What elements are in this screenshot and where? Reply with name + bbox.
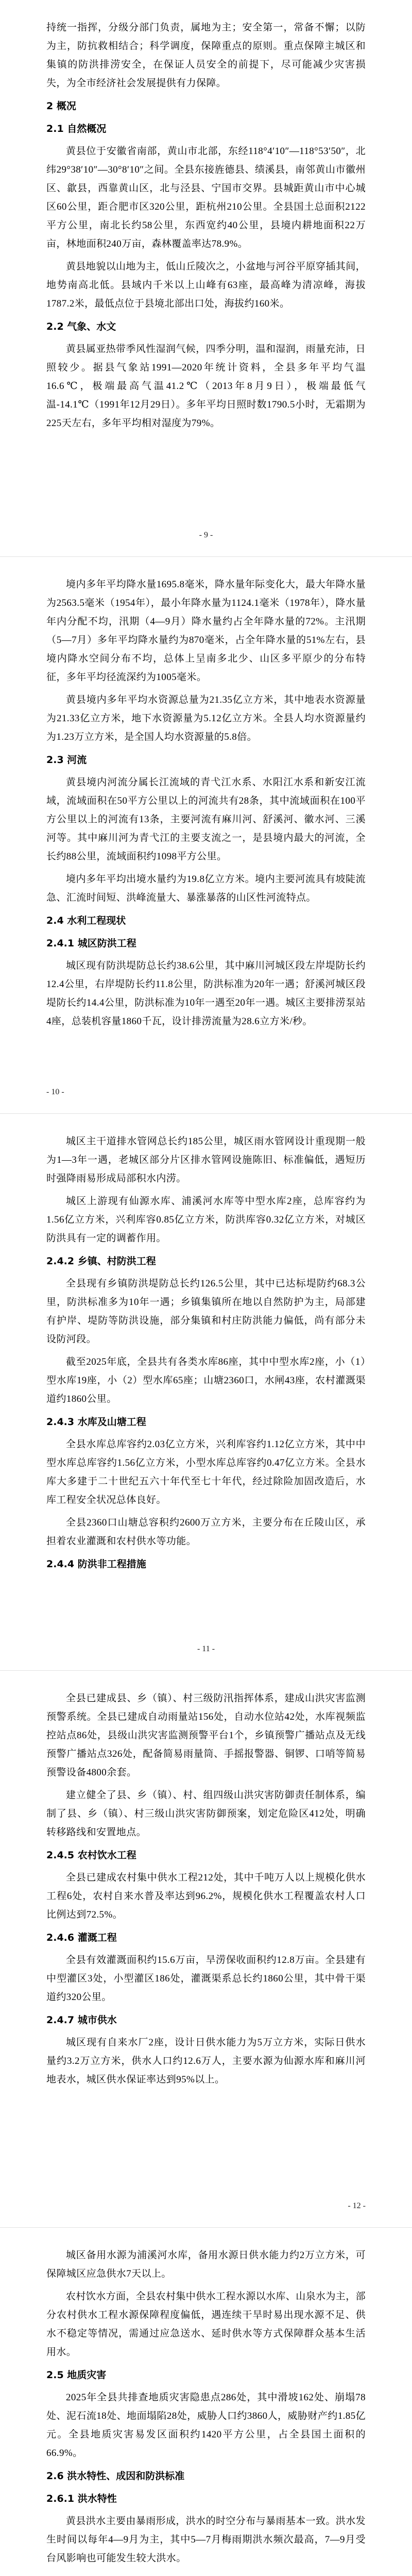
page [0,557,412,1113]
page-number: - 10 - [46,1088,64,1096]
paragraph: 黄县地貌以山地为主，低山丘陵次之，小盆地与河谷平原穿插其间，地势南高北低。县域内千米以上山峰有63座，最高峰为清凉峰，海拔1787.2米，最低点位于县境北部出口处，海拔约160米。 [46,261,366,309]
paragraph: 城区现有防洪堤防总长约38.6公里，其中麻川河城区段左岸堤防长约12.4公里，右岸堤防长约11.8公里，防洪标准为20年一遇；舒溪河城区段堤防长约14.4公里，防洪标准为10年一遇至20年一遇。城区主要排涝泵站4座，总装机容量1860千瓦，设计排涝流量为28.6立方米/秒。 [46,960,366,1027]
section-heading: 2.5 地质灾害 [46,2369,107,2381]
paragraph: 建立健全了县、乡（镇）、村、组四级山洪灾害防御责任制体系，编制了县、乡（镇）、村三级山洪灾害防御预案，划定危险区412处，明确转移路线和安置地点。 [46,1790,366,1838]
page-content [46,575,366,1031]
section-heading: 2.2 气象、水文 [46,321,116,332]
page-number: - 9 - [199,531,213,539]
paragraph: 全县水库总库容约2.03亿立方米，兴利库容约1.12亿立方米，其中中型水库总库容约1.56亿立方米，小型水库总库容约0.47亿立方米。全县水库大多建于二十世纪五六十年代至七十年代，经过除险加固改造后，水库工程安全状况总体良好。 [46,1439,366,1505]
page [0,1671,412,2227]
page [0,0,412,556]
section-heading: 2.4.6 灌溉工程 [46,1932,117,1943]
paragraph: 全县现有乡镇防洪堤防总长约126.5公里，其中已达标堤防约68.3公里，防洪标准多为10年一遇；乡镇集镇所在地以自然防护为主，局部建有护岸、堤防等防洪设施，部分集镇和村庄防洪能力偏低，尚有部分未设防河段。 [46,1278,366,1345]
section-heading: 2.4.4 防洪非工程措施 [46,1558,146,1570]
section-heading: 2.4.7 城市供水 [46,2014,117,2026]
paragraph: 黄县洪水主要由暴雨形成，洪水的时空分布与暴雨基本一致。洪水发生时间以每年4—9月为主，其中5—7月梅雨期洪水频次最高，7—9月受台风影响也可能发生较大洪水。 [46,2516,366,2564]
paragraph: 黄县境内河流分属长江流域的青弋江水系、水阳江水系和新安江流域，流域面积在50平方公里以上的河流共有28条，其中流域面积在100平方公里以上的河流有13条，主要河流有麻川河、舒溪河、徽水河、三溪河等。其中麻川河为青弋江的主要支流之一，是县境内最大的河流，全长约88公里，流域面积约1098平方公里。 [46,777,366,862]
section-heading: 2.6 洪水特性、成因和防洪标准 [46,2470,185,2482]
paragraph: 黄县属亚热带季风性湿润气候，四季分明，温和湿润，雨量充沛，日照较少。据县气象站1991—2020年统计资料，全县多年平均气温16.6℃，极端最高气温41.2℃（2013年8月9日），极端最低气温-14.1℃（1991年12月29日）。多年平均日照时数1790.5小时，无霜期为225天左右，多年平均相对湿度为79%。 [46,344,366,429]
paragraph: 持统一指挥，分级分部门负责，属地为主；安全第一，常备不懈；以防为主，防抗救相结合；科学调度，保障重点的原则。重点保障主城区和集镇的防洪排涝安全，在保证人员安全的前提下，尽可能减少灾害损失，为全市经济社会发展提供有力保障。 [46,22,366,89]
paragraph: 黄县位于安徽省南部，黄山市北部，东经118°4′10″—118°53′50″，北纬29°38′10″—30°8′10″之间。全县东接旌德县、绩溪县，南邻黄山市徽州区、歙县，西靠黄山区，北与泾县、宁国市交界。县城距黄山市中心城区60公里，距合肥市区320公里，距杭州210公里。全县国土总面积2122平方公里，南北长约58公里，东西宽约40公里，县境内耕地面积22万亩，林地面积240万亩，森林覆盖率达78.9%。 [46,146,366,249]
section-heading: 2.1 自然概况 [46,123,107,134]
paragraph: 境内多年平均出境水量约为19.8亿立方米。境内主要河流具有坡陡流急、汇流时间短、洪峰流量大、暴涨暴落的山区性河流特点。 [46,874,366,903]
section-heading: 2.4.2 乡镇、村防洪工程 [46,1256,156,1267]
paragraph: 全县有效灌溉面积约15.6万亩，旱涝保收面积约12.8万亩。全县建有中型灌区3处，小型灌区186处，灌溉渠系总长约1860公里，其中骨干渠道约320公里。 [46,1955,366,2003]
page [0,1114,412,1670]
paragraph: 2025年全县共排查地质灾害隐患点286处，其中滑坡162处、崩塌78处、泥石流18处、地面塌陷28处，威胁人口约3860人，威胁财产约1.85亿元。全县地质灾害易发区面积约1420平方公里，占全县国土面积的66.9%。 [46,2392,366,2459]
section-heading: 2.6.1 洪水特性 [46,2493,117,2504]
page-number: - 12 - [348,2201,366,2210]
section-heading: 2.4.1 城区防洪工程 [46,938,136,949]
paragraph: 全县2360口山塘总容积约2600万立方米，主要分布在丘陵山区，承担着农业灌溉和农村供水等功能。 [46,1517,366,1547]
page [0,2228,412,2576]
section-heading: 2 概况 [46,100,76,112]
section-heading: 2.3 河流 [46,754,87,766]
page-number: - 11 - [197,1645,215,1653]
section-heading: 2.4.3 水库及山塘工程 [46,1416,146,1428]
paragraph: 城区备用水源为浦溪河水库，备用水源日供水能力约2万立方米，可保障城区应急供水7天以上。 [46,2250,366,2279]
page-content [46,19,366,433]
paragraph: 黄县境内多年平均水资源总量为21.35亿立方米，其中地表水资源量为21.33亿立方米，地下水资源量为5.12亿立方米。全县人均水资源量约为1.23万立方米，是全国人均水资源量的5.8倍。 [46,694,366,742]
paragraph: 全县已建成农村集中供水工程212处，其中千吨万人以上规模化供水工程6处，农村自来水普及率达到96.2%，规模化供水工程覆盖农村人口比例达到72.5%。 [46,1872,366,1920]
page-content [46,1132,366,1573]
paragraph: 全县已建成县、乡（镇）、村三级防汛指挥体系，建成山洪灾害监测预警系统。全县已建成自动雨量站156处，自动水位站42处，水库视频监控站点86处，县级山洪灾害监测预警平台1个，乡镇预警广播站点及无线预警广播站点326处，配备简易雨量筒、手摇报警器、铜锣、口哨等简易预警设备4800余套。 [46,1693,366,1778]
paragraph: 城区主干道排水管网总长约185公里，城区雨水管网设计重现期一般为1—3年一遇，老城区部分片区排水管网设施陈旧、标准偏低，遇短历时强降雨易形成局部积水内涝。 [46,1136,366,1184]
section-heading: 2.4.5 农村饮水工程 [46,1850,136,1861]
page-content [46,2246,366,2568]
paragraph: 城区上游现有仙源水库、浦溪河水库等中型水库2座，总库容约为1.56亿立方米，兴利库容0.85亿立方米，防洪库容0.32亿立方米，对城区防洪具有一定的调蓄作用。 [46,1196,366,1244]
paragraph: 城区现有自来水厂2座，设计日供水能力为5万立方米，实际日供水量约3.2万立方米，供水人口约12.6万人，主要水源为仙源水库和麻川河地表水，城区供水保证率达到95%以上。 [46,2037,366,2085]
paragraph: 境内多年平均降水量1695.8毫米，降水量年际变化大，最大年降水量为2563.5毫米（1954年），最小年降水量为1124.1毫米（1978年），降水量年内分配不均，汛期（4—9月）降水量约占全年降水量的72%。主汛期（5—7月）多年平均降水量约为870毫米，占全年降水量的51%左右，县境内降水空间分布不均，总体上呈南多北少、山区多平原少的分布特征，多年平均径流深约为1005毫米。 [46,579,366,683]
paragraph: 截至2025年底，全县共有各类水库86座，其中中型水库2座，小（1）型水库19座，小（2）型水库65座；山塘2360口，水闸43座，农村灌溉渠道约1860公里。 [46,1357,366,1404]
section-heading: 2.4 水利工程现状 [46,915,126,926]
paragraph: 农村饮水方面，全县农村集中供水工程水源以水库、山泉水为主，部分农村供水工程水源保障程度偏低，遇连续干旱时易出现水源不足、供水不稳定等情况，需通过应急送水、延时供水等方式保障群众基本生活用水。 [46,2291,366,2358]
page-content [46,1689,366,2089]
